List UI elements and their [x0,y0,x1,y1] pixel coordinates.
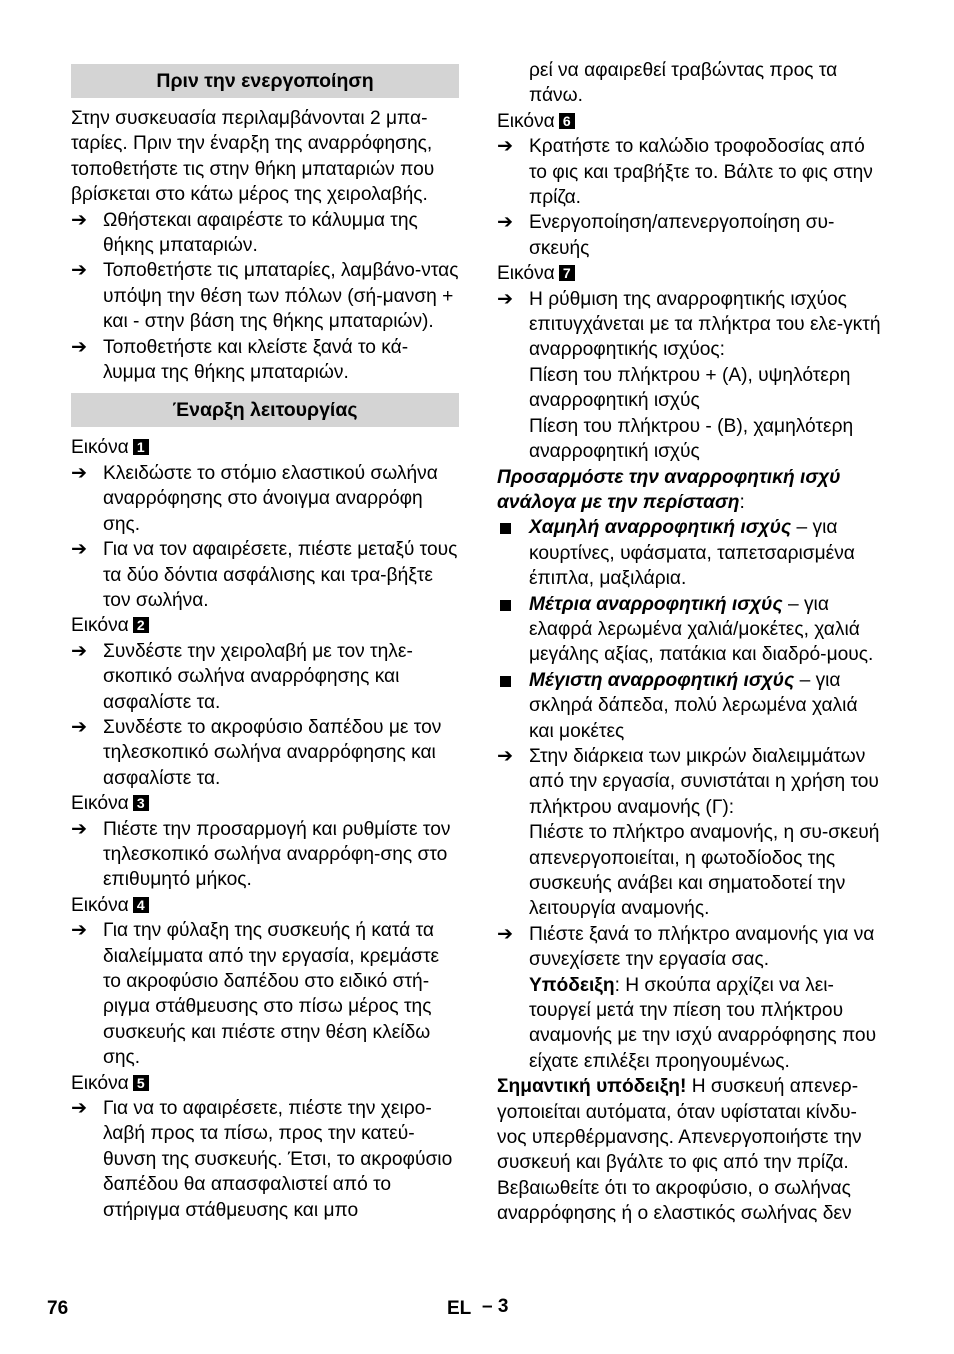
arrow-icon: ➔ [71,260,88,282]
arrow-icon: ➔ [497,136,514,158]
figure-label: Εικόνα 7 [497,261,885,286]
page-number: 76 [47,1298,69,1319]
figure-number-badge: 1 [133,439,149,455]
list-item: ➔ Στην διάρκεια των μικρών διαλειμμάτων από την εργασία, συνιστάται η χρήση του πλήκτρου αναμονής (Γ): [497,745,879,818]
arrow-icon: ➔ [497,745,514,767]
important-note: Σημαντική υπόδειξη! Η συσκευή απενερ-γοποιείται αυτόματα, όταν υφίσταται κίνδυ-νος υπερθέρμανσης. Απενεργοποιήστε την συσκευή και βγάλτε το φις από την πρίζα. Βεβαιωθείτε ότι το ακροφύσιο, ο σωλήνας αναρρόφησης ή ο ελαστικός σωλήνας δεν [497,1076,862,1225]
section-heading-start-operation: Έναρξη λειτουργίας [71,393,459,427]
list-item: ➔ Για την φύλαξη της συσκευής ή κατά τα διαλείμματα από την εργασία, κρεμάστε το ακροφύσιο δαπέδου στο ειδικό στή-ριγμα στάθμευσης στο πίσω μέρος της συσκευής και πιέστε στην θέση κλείδω σης. [71,920,440,1069]
left-column [71,58,459,1223]
list-item: ➔ Τοποθετήστε και κλείστε ξανά το κά-λυμμα της θήκης μπαταριών. [71,336,409,384]
square-bullet-icon [500,676,511,687]
list-item: Μέτρια αναρροφητική ισχύς – για ελαφρά λερωμένα χαλιά/μοκέτες, χαλιά μεγάλης αξίας, πατάκια και διαδρό-μους. [497,592,885,668]
list-item: ➔ Για να τον αφαιρέσετε, πιέστε μεταξύ τους τα δύο δόντια ασφάλισης και τρα-βήξτε τον σωλήνα. [71,539,458,611]
arrow-icon: ➔ [71,539,88,561]
list-item: ➔ Συνδέστε το ακροφύσιο δαπέδου με τον τηλεσκοπικό σωλήνα αναρρόφησης και ασφαλίστε τα. [71,716,442,789]
list-item: ➔ Ωθήστεκαι αφαιρέστε το κάλυμμα της θήκης μπαταριών. [71,209,418,257]
arrow-icon: ➔ [71,818,88,840]
arrow-icon: ➔ [497,923,514,945]
figure-label: Εικόνα 2 [71,613,459,638]
list-item: ➔ Τοποθετήστε τις μπαταρίες, λαμβάνο-ντας υπόψη την θέση των πόλων (σή-μανση + και - στην βάση της θήκης μπαταριών). [71,260,459,333]
list-item: ➔ Κρατήστε το καλώδιο τροφοδοσίας από το φις και τραβήξτε το. Βάλτε το φις στην πρίζα. [497,136,873,209]
list-item: ➔ Συνδέστε την χειρολαβή με τον τηλε-σκοπικό σωλήνα αναρρόφησης και ασφαλίστε τα. [71,640,413,713]
arrow-icon: ➔ [71,716,88,738]
figure-label: Εικόνα 4 [71,893,459,918]
figure-number-badge: 3 [133,795,149,811]
list-item: ➔ Για να το αφαιρέσετε, πιέστε την χειρο-λαβή προς τα πίσω, προς την κατεύ-θυνση της συσκευής. Έτσι, το ακροφύσιο δαπέδου θα απασφαλιστεί από το στήριγμα στάθμευσης και μπο [71,1098,453,1221]
figure-number-badge: 6 [559,113,575,129]
intro-paragraph: Στην συσκευασία περιλαμβάνονται 2 μπα-ταρίες. Πριν την έναρξη της αναρρόφησης, τοποθετήστε τις στην θήκη μπαταριών που βρίσκεται στο κάτω μέρος της χειρολαβής. [71,108,435,206]
arrow-icon: ➔ [71,209,88,231]
figure-label: Εικόνα 6 [497,109,885,134]
figure-number-badge: 4 [133,897,149,913]
sub-paragraph: Πίεση του πλήκτρου - (B), χαμηλότερη αναρροφητική ισχύς [529,415,854,463]
section-number: – 3 [482,1296,509,1317]
arrow-icon: ➔ [71,336,88,358]
list-item: ➔ Πιέστε την προσαρμογή και ρυθμίστε τον τηλεσκοπικό σωλήνα αναρρόφη-σης στο επιθυμητό μήκος. [71,818,451,891]
continued-text: ρεί να αφαιρεθεί τραβώντας προς τα πάνω. [529,60,838,107]
list-item: Μέγιστη αναρροφητική ισχύς – για σκληρά δάπεδα, πολύ λερωμένα χαλιά και μοκέτες [497,668,885,744]
note-paragraph: Υπόδειξη: Η σκούπα αρχίζει να λει-τουργεί μετά την πίεση του πλήκτρου αναμονής με την ισχύ αναρρόφησης που είχατε επιλέξει προηγουμένως. [529,974,877,1072]
right-column [497,58,885,1227]
arrow-icon: ➔ [71,1098,88,1120]
figure-number-badge: 7 [559,265,575,281]
battery-steps [71,208,459,386]
sub-paragraph: Πίεση του πλήκτρου + (A), υψηλότερη αναρροφητική ισχύς [529,364,851,412]
list-item: ➔ Πιέστε ξανά το πλήκτρο αναμονής για να συνεχίσετε την εργασία σας. [497,923,875,971]
list-item: Χαμηλή αναρροφητική ισχύς – για κουρτίνες, υφάσματα, ταπετσαρισμένα έπιπλα, μαξιλάρια. [497,515,885,591]
arrow-icon: ➔ [71,640,88,662]
list-item: ➔ Κλειδώστε το στόμιο ελαστικού σωλήνα αναρρόφησης στο άνοιγμα αναρρόφη σης. [71,462,438,535]
figure-label: Εικόνα 5 [71,1071,459,1096]
arrow-icon: ➔ [497,212,514,234]
figure-number-badge: 5 [133,1075,149,1091]
figure-label: Εικόνα 1 [71,435,459,460]
figure-label: Εικόνα 3 [71,791,459,816]
adjust-heading: Προσαρμόστε την αναρροφητική ισχύ ανάλογα με την περίσταση: [497,466,841,513]
language-code: EL [447,1298,472,1319]
square-bullet-icon [500,523,511,534]
arrow-icon: ➔ [497,288,514,310]
square-bullet-icon [500,600,511,611]
section-heading-before-use: Πριν την ενεργοποίηση [71,64,459,98]
figure-number-badge: 2 [133,617,149,633]
arrow-icon: ➔ [71,920,88,942]
list-item: ➔ Η ρύθμιση της αναρροφητικής ισχύος επιτυγχάνεται με τα πλήκτρα του ελε-γκτή αναρροφητικής ισχύος: [497,288,881,361]
list-item: ➔ Ενεργοποίηση/απενεργοποίηση συ-σκευής [497,212,835,259]
arrow-icon: ➔ [71,462,88,484]
sub-paragraph: Πιέστε το πλήκτρο αναμονής, η συ-σκευή απενεργοποιείται, η φωτοδίοδος της συσκευής ανάβει και σηματοδοτεί την λειτουργία αναμονής. [529,822,880,920]
